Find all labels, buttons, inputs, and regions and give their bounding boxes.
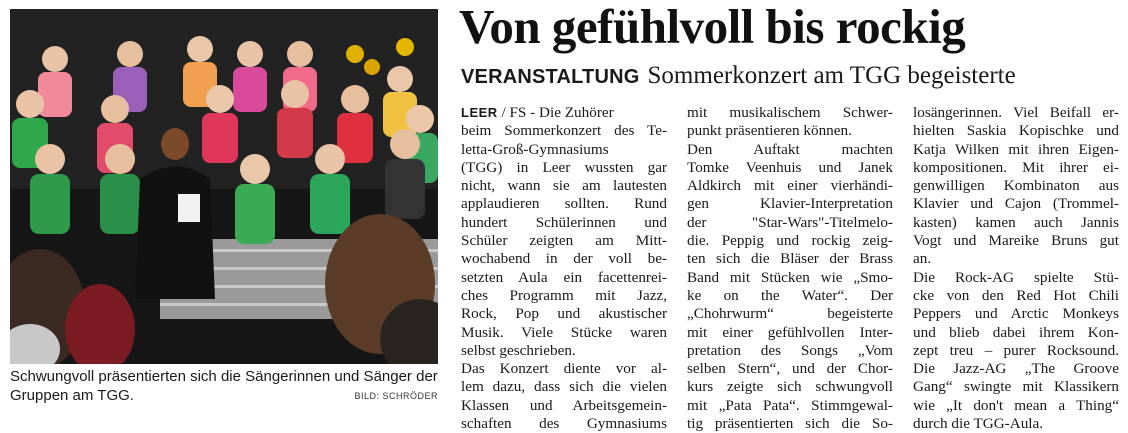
body-line: und blieb dabei ihrem Kon-	[913, 323, 1119, 341]
body-line: kurs zeigte sich schwungvoll	[687, 378, 893, 396]
body-line: wochabend in der voll be-	[461, 250, 667, 268]
body-line: kasten) kamen auch Jannis	[913, 213, 1119, 231]
body-line: punkt präsentieren können.	[687, 122, 852, 140]
body-line: ke on the Water“. Der	[687, 286, 893, 304]
choir-photo-image	[10, 9, 438, 364]
body-line: ten sich die Bläser der Brass	[687, 250, 893, 268]
body-line: Gang“ swingte mit Klassikern	[913, 378, 1119, 396]
body-line: Die Jazz-AG „The Groove	[913, 360, 1119, 378]
concert-photo	[10, 9, 438, 364]
body-line: Den Auftakt machten	[687, 140, 893, 158]
body-line: durch die TGG-Aula.	[913, 415, 1044, 433]
body-line: Die Rock-AG spielte Stü-	[913, 268, 1119, 286]
body-line: beim Sommerkonzert des Te-	[461, 122, 667, 140]
photo-caption: Schwungvoll präsentierten sich die Sängerinnen und Sänger der Gruppen am TGG.	[10, 368, 438, 404]
kicker-label: VERANSTALTUNG	[461, 66, 640, 88]
body-line: letta-Groß-Gymnasiums	[461, 140, 609, 158]
body-line: „Chohrwurm“ begeisterte	[687, 305, 893, 323]
body-line: lem dazu, dass sich die vielen	[461, 378, 667, 396]
body-line: Das Konzert diente vor al-	[461, 360, 667, 378]
body-line: tig präsentierten sich die So-	[687, 415, 893, 433]
body-line: Vogt und Mareike Bruns gut	[913, 232, 1119, 250]
body-line: setzten Aula ein facettenrei-	[461, 268, 667, 286]
body-line: losängerinnen. Viel Beifall er-	[913, 104, 1119, 121]
body-line: kompositionen. Mit ihrer ei-	[913, 158, 1119, 176]
body-line: selbst geschrieben.	[461, 341, 576, 359]
body-line: mit einer gefühlvollen Inter-	[687, 323, 893, 341]
body-line: Musik. Viele Stücke waren	[461, 323, 667, 341]
body-line: Tomke Veenhuis und Janek	[687, 158, 893, 176]
subtitle: Sommerkonzert am TGG begeisterte	[647, 62, 1016, 89]
body-line: selben Stern“, und der Chor-	[687, 360, 893, 378]
body-line: an.	[913, 250, 932, 268]
body-line: der "Star-Wars"-Titelmelo-	[687, 213, 893, 231]
article-column-1	[461, 104, 667, 433]
article-column-3	[913, 104, 1119, 433]
body-line: nicht, wann sie am lautesten	[461, 177, 667, 195]
body-line: gen Klavier-Interpretation	[687, 195, 893, 213]
body-line: Klassen und Arbeitsgemein-	[461, 396, 667, 414]
body-line: applaudieren sollten. Rund	[461, 195, 667, 213]
body-line: Aldkirch mit einer vierhändi-	[687, 177, 893, 195]
dateline: LEER	[461, 105, 498, 120]
subheadline	[461, 61, 1016, 94]
body-line: pretation des Songs „Vom	[687, 341, 893, 359]
article-column-2	[687, 104, 893, 433]
headline: Von gefühlvoll bis rockig	[459, 0, 966, 54]
body-line: Rock, Pop und akustischer	[461, 305, 667, 323]
body-line: zept treu – purer Rocksound.	[913, 341, 1119, 359]
article-body	[461, 104, 1119, 433]
body-line: mit „Pata Pata“. Stimmgewal-	[687, 396, 893, 414]
body-line: hielten Saskia Kopischke und	[913, 122, 1119, 140]
body-line: wie „It don't mean a Thing“	[913, 396, 1119, 414]
body-line: ches Programm mit Jazz,	[461, 286, 667, 304]
body-line-text: / FS - Die Zuhörer	[497, 104, 614, 121]
body-line: (TGG) in Leer wussten gar	[461, 158, 667, 176]
body-line: cke von den Red Hot Chili	[913, 286, 1119, 304]
body-line: mit musikalischem Schwer-	[687, 104, 893, 121]
body-line: Katja Wilken mit ihren Eigen-	[913, 140, 1119, 158]
body-line	[461, 104, 667, 122]
body-line: Schüler zeigten am Mitt-	[461, 232, 667, 250]
body-line: schaften des Gymnasiums	[461, 415, 667, 433]
body-line: die. Peppig und rockig zeig-	[687, 232, 893, 250]
body-line: hundert Schülerinnen und	[461, 213, 667, 231]
body-line: Klavier und Cajon (Trommel-	[913, 195, 1119, 213]
body-line: genwilligen Kombinaton aus	[913, 177, 1119, 195]
photo-credit: BILD: SCHRÖDER	[354, 391, 438, 401]
body-line: Band mit Stücken wie „Smo-	[687, 268, 893, 286]
body-line: Peppers und Arctic Monkeys	[913, 305, 1119, 323]
